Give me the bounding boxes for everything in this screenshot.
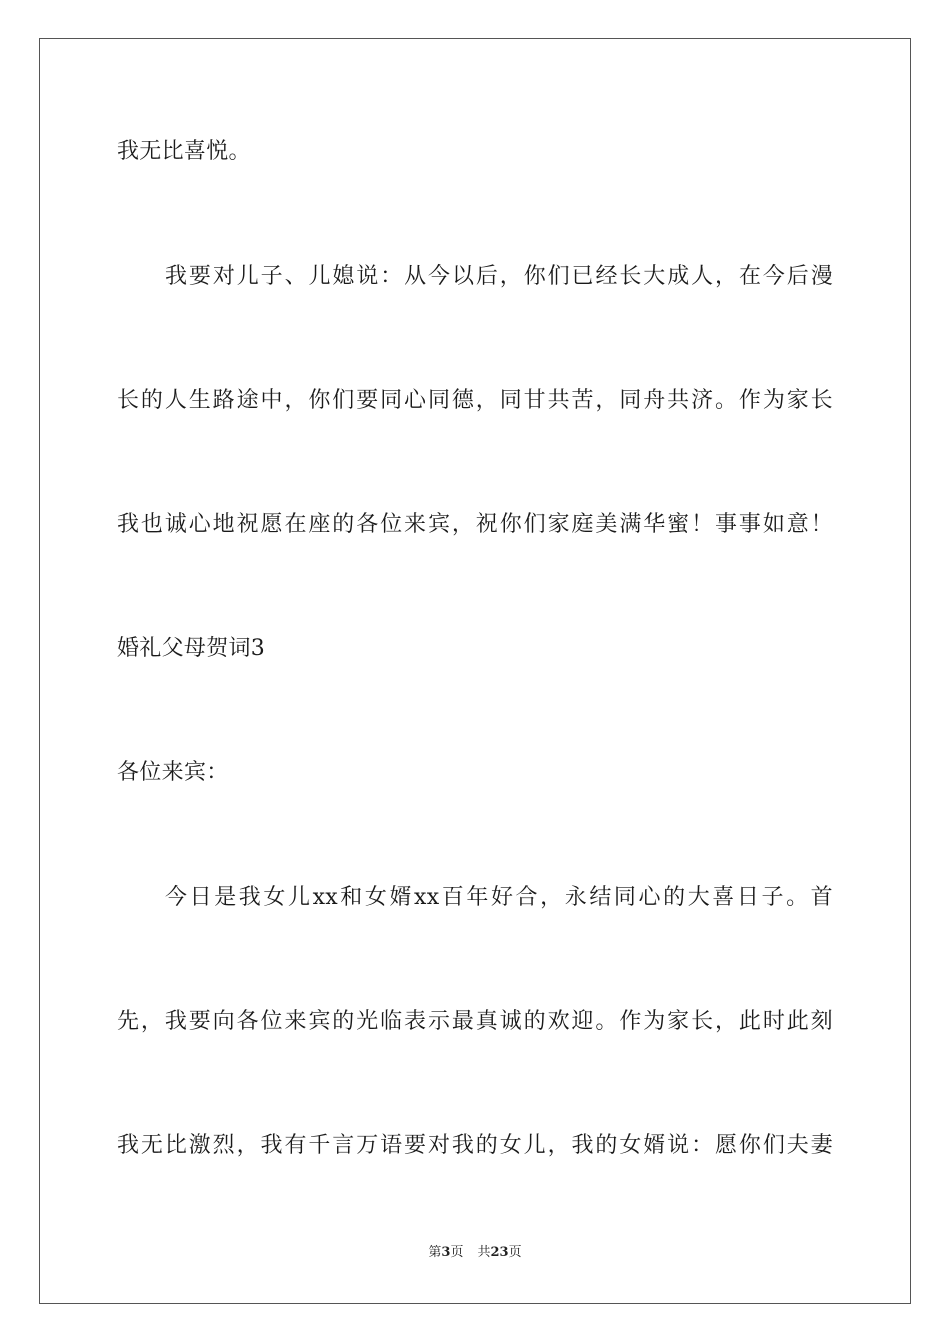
footer-page-unit: 页 xyxy=(450,1245,464,1260)
footer-total-unit: 页 xyxy=(508,1245,522,1260)
body-line-9: 我无比激烈，我有千言万语要对我的女儿，我的女婿说：愿你们夫妻 xyxy=(117,1133,833,1158)
body-line-2: 我要对儿子、儿媳说：从今以后，你们已经长大成人，在今后漫 xyxy=(165,264,833,289)
body-line-4: 我也诚心地祝愿在座的各位来宾，祝你们家庭美满华蜜！事事如意！ xyxy=(117,512,833,537)
footer-total-pages: 23 xyxy=(490,1245,509,1260)
footer-prefix: 第 xyxy=(428,1245,442,1260)
section-heading: 婚礼父母贺词3 xyxy=(117,636,266,661)
body-line-3: 长的人生路途中，你们要同心同德，同甘共苦，同舟共济。作为家长 xyxy=(117,388,833,413)
page-border xyxy=(39,38,911,1304)
body-line-1: 我无比喜悦。 xyxy=(117,139,251,164)
footer-total-prefix: 共 xyxy=(477,1245,491,1260)
page-footer xyxy=(0,1244,950,1262)
footer-current-page: 3 xyxy=(441,1245,451,1260)
salutation: 各位来宾： xyxy=(117,760,229,785)
body-line-7: 今日是我女儿xx和女婿xx百年好合，永结同心的大喜日子。首 xyxy=(165,885,833,910)
body-line-8: 先，我要向各位来宾的光临表示最真诚的欢迎。作为家长，此时此刻 xyxy=(117,1009,833,1034)
